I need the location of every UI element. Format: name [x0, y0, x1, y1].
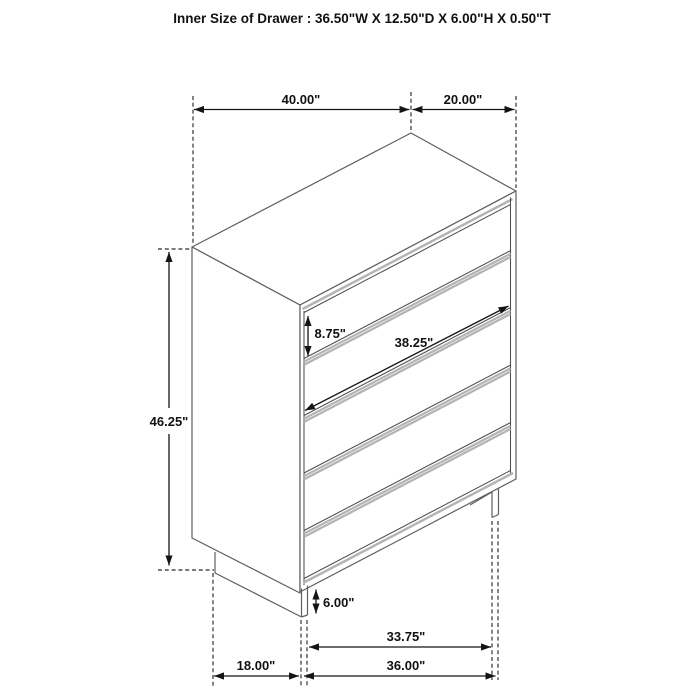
front-right-leg-bottom-edge [492, 515, 499, 518]
dim-width-top-label: 40.00" [281, 92, 321, 107]
dim-leg-height-label: 6.00" [323, 595, 355, 610]
diagram-title: Inner Size of Drawer : 36.50"W X 12.50"D X 6.00"H X 0.50"T [173, 11, 551, 26]
dim-leg-span-label: 33.75" [386, 629, 426, 644]
front-left-leg-bottom-edge [302, 615, 308, 617]
dim-overall-height-label: 46.25" [149, 414, 189, 429]
dim-drawer-height-label: 8.75" [314, 326, 346, 341]
dim-drawer-width-label: 38.25" [394, 335, 434, 350]
cabinet-drawing [192, 133, 516, 617]
cabinet-side-panel [192, 247, 300, 593]
dim-base-width-label: 36.00" [386, 658, 426, 673]
dim-depth-top-label: 20.00" [443, 92, 483, 107]
dim-base-depth-label: 18.00" [236, 658, 276, 673]
